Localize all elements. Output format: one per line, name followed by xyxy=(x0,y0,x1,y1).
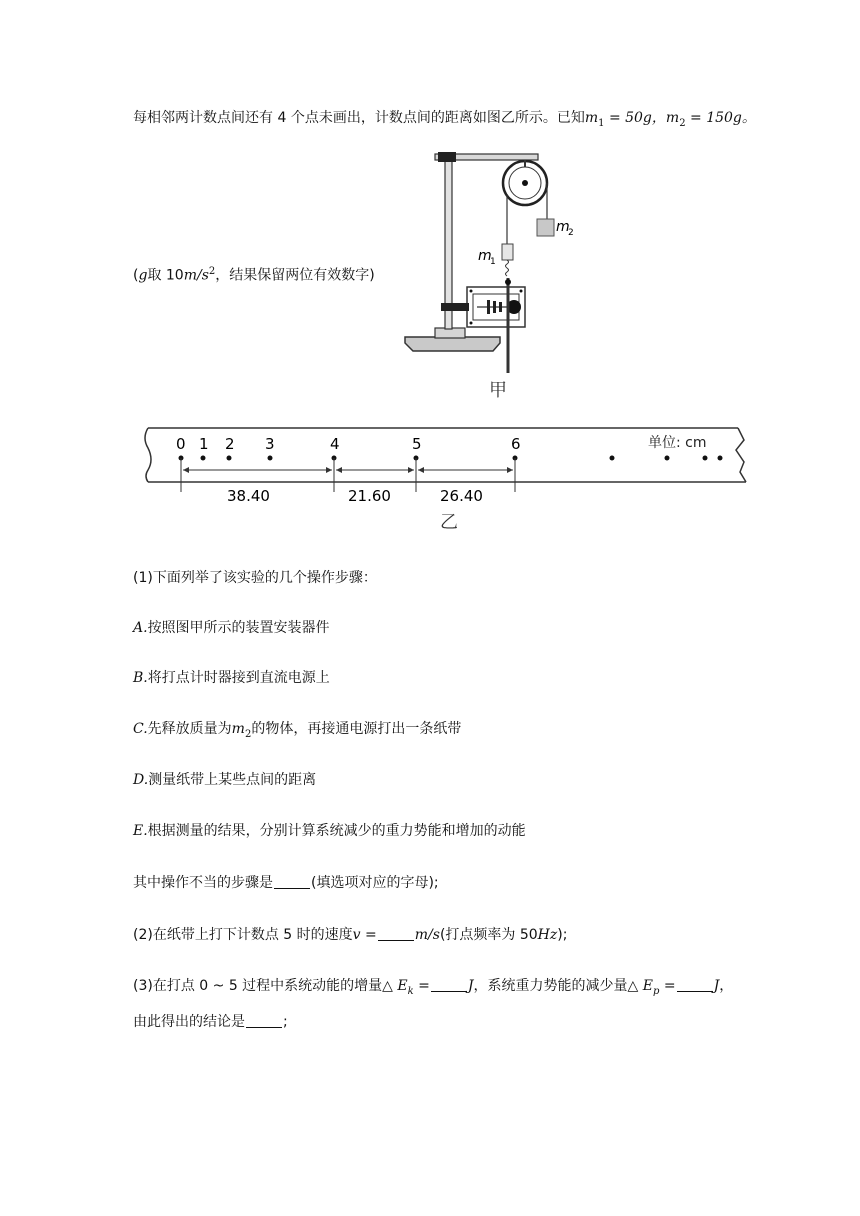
step-b xyxy=(133,668,330,688)
tape-right-edge xyxy=(736,428,746,482)
unit-label: 单位: cm xyxy=(648,435,707,451)
step-text: 将打点计时器接到直流电源上 xyxy=(147,670,330,686)
mass-m2 xyxy=(537,219,554,236)
answer-blank-ek[interactable] xyxy=(431,977,467,992)
distance-label: 38.40 xyxy=(227,487,270,505)
step-letter: E. xyxy=(133,823,148,839)
tape-dot xyxy=(665,456,670,461)
q2-text-c: ); xyxy=(557,927,568,943)
step-letter: D. xyxy=(133,772,149,788)
tape-dot xyxy=(268,456,273,461)
mass-m1 xyxy=(502,244,513,260)
g-unit: m/s xyxy=(183,267,209,284)
m2-sub: 2 xyxy=(679,117,686,129)
pulley-axle xyxy=(522,180,528,186)
intro-text-b: 个点未画出，计数点间的距离如图乙所示。已知 xyxy=(290,110,585,126)
step-text: 按照图甲所示的装置安装器件 xyxy=(147,620,330,636)
q3-text-a: (3)在打点 0 ~ 5 过程中系统动能的增量△ xyxy=(133,978,393,994)
j-unit: J xyxy=(713,978,720,994)
step-text: 根据测量的结果，分别计算系统减少的重力势能和增加的动能 xyxy=(147,823,526,839)
figure-yi-tape xyxy=(130,420,760,535)
g-note-text-a: 取 10 xyxy=(147,267,184,284)
point-label: 6 xyxy=(511,435,521,453)
caption-jia: 甲 xyxy=(489,380,507,400)
m1-sub: 1 xyxy=(598,117,605,129)
top-clamp xyxy=(438,152,456,162)
q3-line2-b: ; xyxy=(283,1014,288,1030)
m2-symbol: m xyxy=(231,721,245,737)
m2-value: = 150g。 xyxy=(690,110,756,126)
ek-symbol: E xyxy=(397,978,408,994)
step-a xyxy=(133,618,330,638)
q3-eq2: = xyxy=(663,978,676,994)
tape-dot xyxy=(227,456,232,461)
label-m2: m xyxy=(556,219,570,235)
label-m2-sub: 2 xyxy=(568,228,574,238)
spring xyxy=(506,260,509,276)
ep-sub: p xyxy=(652,985,660,997)
q3-line2 xyxy=(133,1012,288,1032)
step-letter: A. xyxy=(133,620,148,636)
g-note-open: ( xyxy=(133,267,139,284)
q3-text-c: ， xyxy=(719,978,734,994)
q1-ask-a: 其中操作不当的步骤是 xyxy=(133,875,273,891)
point-label: 1 xyxy=(199,435,209,453)
figure-jia-apparatus xyxy=(395,145,615,400)
q1-intro: (1)下面列举了该实验的几个操作步骤： xyxy=(133,570,377,586)
q2-eq: = xyxy=(365,927,377,943)
ek-sub: k xyxy=(407,985,414,997)
q1-ask xyxy=(133,873,439,893)
m1-symbol: m xyxy=(584,110,599,126)
step-letter: C. xyxy=(133,721,148,737)
step-d xyxy=(133,770,316,790)
point-label: 3 xyxy=(265,435,275,453)
tape-dot xyxy=(718,456,723,461)
intro-text-a: 每相邻两计数点间还有 xyxy=(133,110,273,126)
step-e xyxy=(133,821,526,841)
tape-dot xyxy=(201,456,206,461)
label-m1: m xyxy=(478,248,492,264)
tape-dot xyxy=(610,456,615,461)
point-label: 5 xyxy=(412,435,422,453)
g-symbol: g xyxy=(138,267,148,284)
point-label: 4 xyxy=(330,435,340,453)
answer-blank-q1[interactable] xyxy=(274,874,310,889)
q2-unit: m/s xyxy=(414,927,440,943)
q3-line1 xyxy=(133,976,733,1002)
ep-symbol: E xyxy=(642,978,653,994)
q2-text-b: (打点频率为 50 xyxy=(439,927,538,943)
g-note-text-b: ，结果保留两位有效数字) xyxy=(215,267,375,284)
tape-left-edge xyxy=(145,428,151,482)
q3-line2-a: 由此得出的结论是 xyxy=(133,1014,245,1030)
caption-yi: 乙 xyxy=(440,512,458,533)
stand-base xyxy=(405,337,500,351)
answer-blank-q2[interactable] xyxy=(378,926,414,941)
step-c xyxy=(133,719,461,745)
m2-symbol: m xyxy=(665,110,680,126)
v-symbol: v xyxy=(352,927,361,943)
g-note xyxy=(133,262,375,286)
q1-ask-b: (填选项对应的字母); xyxy=(311,875,439,891)
intro-line xyxy=(133,108,756,134)
distance-label: 26.40 xyxy=(440,487,483,505)
q3-eq1: = xyxy=(418,978,430,994)
q2 xyxy=(133,925,567,945)
g-unit-exp: 2 xyxy=(208,266,216,277)
q2-text-a: (2)在纸带上打下计数点 5 时的速度 xyxy=(133,927,353,943)
hz-unit: Hz xyxy=(537,927,558,943)
distance-label: 21.60 xyxy=(348,487,391,505)
label-m1-sub: 1 xyxy=(490,257,496,267)
intro-gap-count: 4 xyxy=(277,110,287,126)
q3-text-b: ，系统重力势能的减少量△ xyxy=(473,978,639,994)
point-label: 2 xyxy=(225,435,235,453)
m2-sub: 2 xyxy=(244,728,252,740)
stand-pole xyxy=(445,153,452,329)
step-letter: B. xyxy=(133,670,148,686)
timer-clamp xyxy=(441,303,469,311)
step-text: 测量纸带上某些点间的距离 xyxy=(148,772,317,788)
m1-value: = 50g， xyxy=(608,110,666,126)
point-label: 0 xyxy=(176,435,186,453)
j-unit: J xyxy=(467,978,474,994)
step-text-a: 先释放质量为 xyxy=(147,721,232,737)
answer-blank-ep[interactable] xyxy=(677,977,713,992)
answer-blank-conclusion[interactable] xyxy=(246,1013,282,1028)
step-text-b: 的物体，再接通电源打出一条纸带 xyxy=(251,721,462,737)
tape-dot xyxy=(703,456,708,461)
